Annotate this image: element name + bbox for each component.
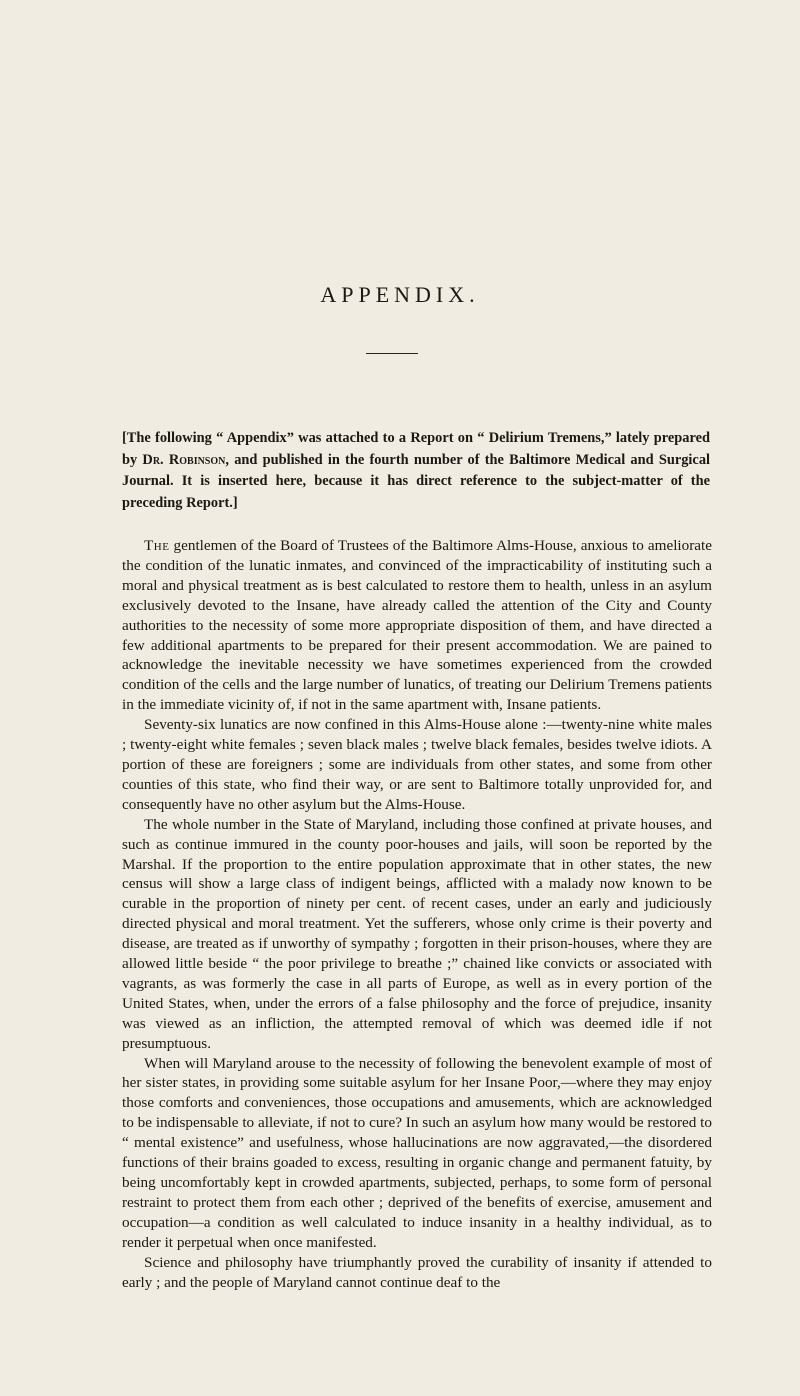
paragraph-1-text: gentlemen of the Board of Trustees of the Baltimore Alms-House, anxious to ameliorate the condition of the lunatic inmates, and convinced of the impracticability of instituting such a moral and physical treatment as is best calculated to restore them to health, unless in an asylum exclusively devoted to the Insane, have already called the attention of the City and County authorities to the necessity of some more appropriate disposition of them, and have directed a few additional apartments to be prepared for their present accommodation. We are pained to acknowledge the inevitable necessity we have sometimes experienced from the crowded condition of the cells and the large number of lunatics, of treating our Delirium Tremens patients in the immediate vicinity of, if not in the same apartment with, Insane patients. [122, 537, 712, 714]
note-text-end: , and published in the fourth number of the Baltimore Medical and Surgical Journal. It is inserted here, because it has direct reference to the subject-matter of the preceding Report.] [122, 451, 711, 511]
paragraph-lead-word: The [144, 537, 170, 554]
note-author: Dr. Robinson [142, 451, 226, 468]
paragraph-4: When will Maryland arouse to the necessity of following the benevolent example of most of her sister states, in providing some suitable asylum for her Insane Poor,—where they may enjoy those comforts and conveniences, those occupations and amusements, which are acknowledged to be indispensable to alleviate, if not to cure? In such an asylum how many would be restored to “ mental existence” and usefulness, whose hallucinations are now aggravated,—the disordered functions of their brains goaded to excess, resulting in organic change and permanent fatuity, by being uncomfortably kept in crowded apartments, subjected, perhaps, to some form of personal restraint to protect them from each other ; deprived of the benefits of exercise, amusement and occupation—a condition as well calculated to induce insanity in a healthy individual, as to render it perpetual when once manifested. [122, 1054, 712, 1251]
paragraph-1 [122, 536, 712, 715]
heading-rule [366, 353, 418, 354]
paragraph-3: The whole number in the State of Maryland, including those confined at private houses, and such as continue immured in the county poor-houses and jails, will soon be reported by the Marshal. If the proportion to the entire population approximate that in other states, the new census will show a large class of indigent beings, afflicted with a malady now known to be curable in the proportion of ninety per cent. of recent cases, under an early and judiciously directed physical and moral treatment. Yet the sufferers, whose only crime is their poverty and disease, are treated as if unworthy of sympathy ; forgotten in their prison-houses, where they are allowed little beside “ the poor privilege to breathe ;” chained like convicts or associated with vagrants, as was formerly the case in all parts of Europe, as well as in every portion of the United States, when, under the errors of a false philosophy and the force of prejudice, insanity was viewed as an infliction, the attempted removal of which was deemed idle if not presumptuous. [122, 815, 712, 1052]
paragraph-5: Science and philosophy have triumphantly proved the curability of insanity if attended to early ; and the people of Maryland cannot continue deaf to the [122, 1253, 712, 1291]
note-text-start: [The following “ Appendix” was attached to a Report on “ Delirium Tremens,” lately prepared by [122, 430, 710, 468]
body-text [122, 536, 712, 1292]
editorial-note [122, 428, 710, 514]
appendix-heading: APPENDIX. [320, 282, 480, 307]
paragraph-2: Seventy-six lunatics are now confined in this Alms-House alone :—twenty-nine white males ; twenty-eight white females ; seven black males ; twelve black females, besides twelve idiots. A portion of these are foreigners ; some are individuals from other states, and some from other counties of this state, who find their way, or are sent to Baltimore totally unprovided for, and consequently have no other asylum but the Alms-House. [122, 716, 712, 813]
